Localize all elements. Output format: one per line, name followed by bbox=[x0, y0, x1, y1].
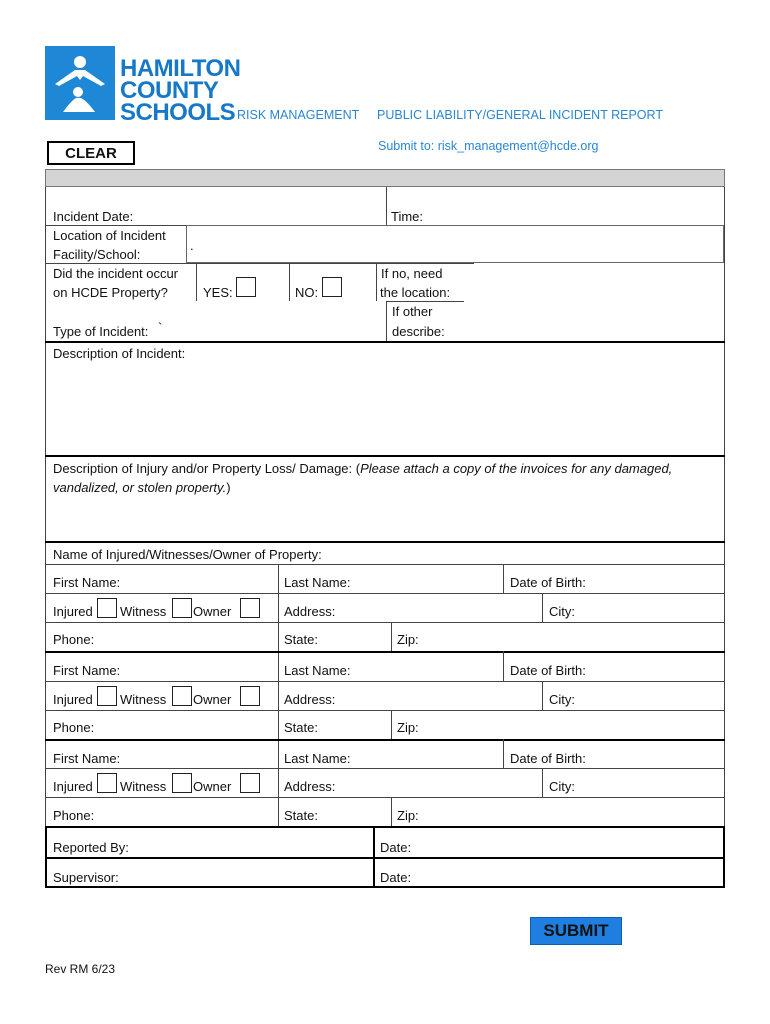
address-label: Address: bbox=[284, 692, 336, 707]
logo-line-1: HAMILTON bbox=[120, 55, 241, 82]
injury-note-2: vandalized, or stolen property. bbox=[53, 480, 227, 495]
zip-label: Zip: bbox=[397, 720, 419, 735]
owner-label: Owner bbox=[193, 692, 232, 707]
owner-label: Owner bbox=[193, 604, 232, 619]
injured-checkbox[interactable] bbox=[97, 598, 117, 618]
zip-label: Zip: bbox=[397, 808, 419, 823]
no-label: NO: bbox=[295, 285, 319, 300]
yes-label: YES: bbox=[203, 285, 233, 300]
last-name-label: Last Name: bbox=[284, 751, 351, 766]
submit-to-text: Submit to: risk_management@hcde.org bbox=[378, 139, 599, 153]
first-name-label: First Name: bbox=[53, 575, 121, 590]
if-no-label-1: If no, need bbox=[381, 266, 443, 281]
location-label-1: Location of Incident bbox=[53, 228, 166, 243]
logo-line-3: SCHOOLS bbox=[120, 99, 236, 126]
time-label: Time: bbox=[391, 209, 424, 224]
owner-checkbox[interactable] bbox=[240, 686, 260, 706]
divider bbox=[391, 710, 392, 739]
injury-textarea[interactable] bbox=[46, 498, 724, 540]
if-other-label-1: If other bbox=[392, 304, 433, 319]
divider bbox=[45, 341, 725, 343]
divider bbox=[391, 622, 392, 651]
injury-label-line2 bbox=[53, 478, 231, 497]
divider bbox=[45, 710, 725, 711]
witness-label: Witness bbox=[120, 604, 167, 619]
divider bbox=[45, 564, 725, 565]
witness-checkbox[interactable] bbox=[172, 598, 192, 618]
injury-note-1: Please attach a copy of the invoices for any damaged, bbox=[360, 461, 673, 476]
form-right-border bbox=[724, 187, 725, 826]
divider bbox=[45, 651, 725, 653]
address-label: Address: bbox=[284, 779, 336, 794]
phone-label: Phone: bbox=[53, 808, 95, 823]
divider bbox=[45, 622, 725, 623]
description-textarea[interactable] bbox=[46, 364, 724, 454]
first-name-label: First Name: bbox=[53, 663, 121, 678]
injured-label: Injured bbox=[53, 779, 93, 794]
dob-label: Date of Birth: bbox=[510, 663, 586, 678]
location-label-2: Facility/School: bbox=[53, 247, 141, 262]
state-label: State: bbox=[284, 632, 318, 647]
first-name-label: First Name: bbox=[53, 751, 121, 766]
divider bbox=[542, 768, 543, 797]
city-label: City: bbox=[549, 779, 575, 794]
children-icon bbox=[45, 46, 115, 120]
if-other-label-2: describe: bbox=[392, 324, 445, 339]
location-value: . bbox=[190, 238, 194, 253]
divider bbox=[386, 187, 387, 225]
divider bbox=[503, 651, 504, 681]
divider bbox=[45, 797, 725, 798]
divider bbox=[45, 857, 725, 859]
divider bbox=[278, 564, 279, 826]
state-label: State: bbox=[284, 720, 318, 735]
divider bbox=[391, 797, 392, 826]
report-date-label: Date: bbox=[380, 840, 412, 855]
divider bbox=[386, 301, 387, 341]
type-value: ` bbox=[158, 320, 163, 335]
witness-label: Witness bbox=[120, 692, 167, 707]
form-header-bar bbox=[45, 169, 725, 187]
divider bbox=[45, 739, 725, 741]
revision-label: Rev RM 6/23 bbox=[45, 962, 116, 976]
divider bbox=[45, 541, 725, 543]
city-label: City: bbox=[549, 604, 575, 619]
injury-close: ) bbox=[226, 480, 231, 495]
witness-checkbox[interactable] bbox=[172, 686, 192, 706]
divider bbox=[45, 768, 725, 769]
divider bbox=[503, 739, 504, 768]
phone-label: Phone: bbox=[53, 632, 95, 647]
witness-checkbox[interactable] bbox=[172, 773, 192, 793]
injured-label: Injured bbox=[53, 692, 93, 707]
persons-title: Name of Injured/Witnesses/Owner of Property: bbox=[53, 547, 322, 562]
injured-label: Injured bbox=[53, 604, 93, 619]
divider bbox=[45, 593, 725, 594]
divider bbox=[45, 455, 725, 457]
incident-date-label: Incident Date: bbox=[53, 209, 134, 224]
clear-button[interactable]: CLEAR bbox=[47, 141, 135, 165]
reported-by-label: Reported By: bbox=[53, 840, 129, 855]
address-label: Address: bbox=[284, 604, 336, 619]
divider bbox=[376, 263, 377, 301]
form-title: PUBLIC LIABILITY/GENERAL INCIDENT REPORT bbox=[377, 108, 663, 122]
injury-label-text: Description of Injury and/or Property Loss/ Damage: ( bbox=[53, 461, 361, 476]
no-checkbox[interactable] bbox=[322, 277, 342, 297]
injury-label bbox=[53, 459, 672, 478]
logo-line-2: COUNTY bbox=[120, 77, 219, 104]
if-no-label-2: the location: bbox=[380, 285, 451, 300]
dob-label: Date of Birth: bbox=[510, 575, 586, 590]
location-input[interactable] bbox=[186, 225, 724, 263]
last-name-label: Last Name: bbox=[284, 575, 351, 590]
alt-location-input[interactable] bbox=[474, 263, 724, 301]
property-label-2: on HCDE Property? bbox=[53, 285, 168, 300]
submit-button[interactable]: SUBMIT bbox=[530, 917, 622, 945]
divider bbox=[542, 593, 543, 622]
other-describe-input[interactable] bbox=[464, 301, 724, 341]
phone-label: Phone: bbox=[53, 720, 95, 735]
zip-label: Zip: bbox=[397, 632, 419, 647]
logo-wordmark bbox=[120, 55, 241, 126]
injured-checkbox[interactable] bbox=[97, 686, 117, 706]
divider bbox=[542, 681, 543, 710]
owner-checkbox[interactable] bbox=[240, 598, 260, 618]
divider bbox=[289, 263, 290, 301]
description-label: Description of Incident: bbox=[53, 346, 186, 361]
logo-mark bbox=[45, 46, 115, 120]
supervisor-label: Supervisor: bbox=[53, 870, 119, 885]
divider bbox=[503, 564, 504, 593]
yes-checkbox[interactable] bbox=[236, 277, 256, 297]
divider bbox=[196, 263, 197, 301]
state-label: State: bbox=[284, 808, 318, 823]
city-label: City: bbox=[549, 692, 575, 707]
witness-label: Witness bbox=[120, 779, 167, 794]
owner-checkbox[interactable] bbox=[240, 773, 260, 793]
dob-label: Date of Birth: bbox=[510, 751, 586, 766]
last-name-label: Last Name: bbox=[284, 663, 351, 678]
property-label-1: Did the incident occur bbox=[53, 266, 179, 281]
owner-label: Owner bbox=[193, 779, 232, 794]
injured-checkbox[interactable] bbox=[97, 773, 117, 793]
divider bbox=[45, 681, 725, 682]
type-label: Type of Incident: bbox=[53, 324, 149, 339]
supervisor-date-label: Date: bbox=[380, 870, 412, 885]
department-label: RISK MANAGEMENT bbox=[237, 108, 360, 122]
